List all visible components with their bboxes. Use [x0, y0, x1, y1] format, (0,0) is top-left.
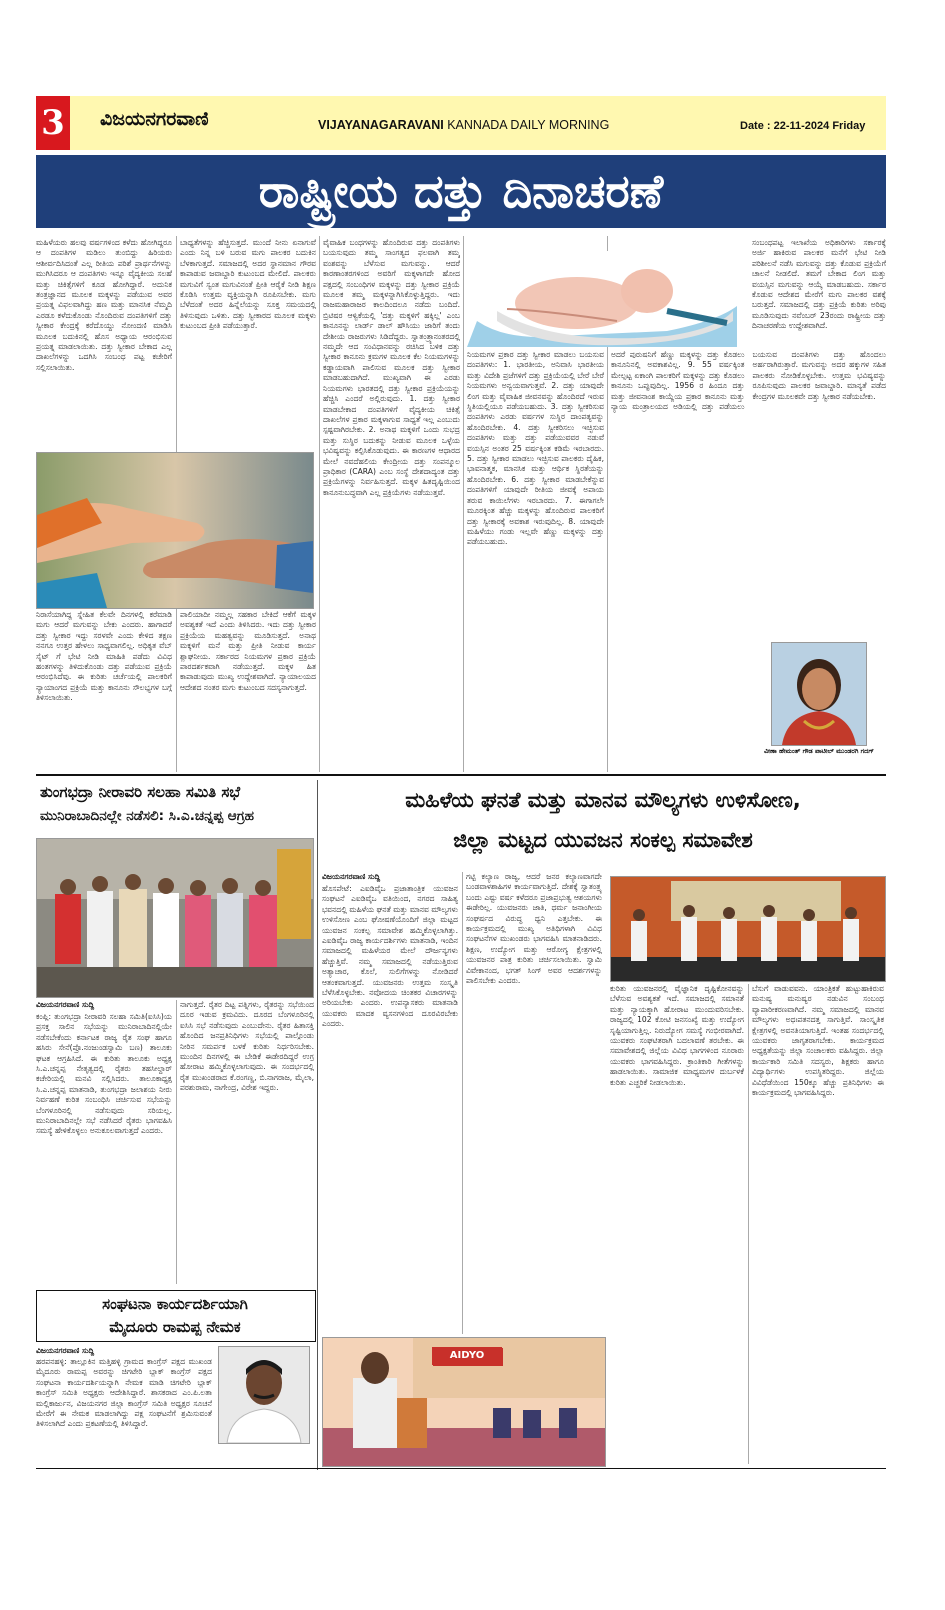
lead-column-1-top: ಮಹಿಳೆಯರು ಹಲವು ವರ್ಷಗಳಿಂದ ಕಳೆದು ಹೋಗಿದ್ದರೂ ಆ ದಂಪತಿಗಳ ಮಡಿಲು ತುಂಬಿದ್ದು ಹಿರಿಯರು ಆಶೀರ್ವದಿಸಿದಂತೆ ಎಲ್ಲ ರೀತಿಯ ಪರಿಶೆ ಪ್ರಾರ್ಥನೆಗಳನ್ನು ಮುಗಿಸಿದರೂ ಆ ದಂಪತಿಗಳು ಇನ್ನೂ ವೈದ್ಯಕೀಯ ಸಲಹೆ ಮತ್ತು ಚಿಕಿತ್ಸೆಗಳಿಗೆ ಕೂಡ ಹೋಗಿದ್ದಾರೆ. ಅದುನಿಕ ತಂತ್ರಜ್ಞಾನದ ಮೂಲಕ ಮಕ್ಕಳನ್ನು ಪಡೆಯುವ ಅವರ ಪ್ರಯತ್ನ ವಿಫಲವಾಗಿದ್ದು ಹಣ ಮತ್ತು ಮಾನಸಿಕ ನೆಮ್ಮದಿ ಎರಡೂ ಕಳೆದುಕೊಂಡು ನೊಂದಿರುವ ದಂಪತಿಗಳಿಗೆ ದತ್ತು ಸ್ವೀಕಾರ ಕೇಂದ್ರಕ್ಕೆ ಕರೆದೊಯ್ದು ನೋಂದಣಿ ಮಾಡಿಸಿ ಮೂಲಕ ಬದುಕಿನಲ್ಲಿ ಹೊಸ ಅಧ್ಯಾಯ ಆರಂಭಿಸುವ ಪ್ರಯತ್ನ ಮಾಡಲಾಯಿತು. ದತ್ತು ಸ್ವೀಕಾರ ಬೇಕಾದ ಎಲ್ಲ ದಾಖಲೆಗಳನ್ನು ಒದಗಿಸಿ ಸಂಬಂಧ ಪಟ್ಟ ಕಚೇರಿಗೆ ಸಲ್ಲಿಸಲಾಯಿತು.: [36, 238, 172, 372]
youth-stage-photo: [610, 876, 886, 982]
tb-column-1: ಕಂಪ್ಲಿ: ತುಂಗಭದ್ರಾ ನೀರಾವರಿ ಸಲಹಾ ಸಮಿತಿ(ಐಸಿಸಿ)ಯ ಪ್ರಸಕ್ತ ಸಾಲಿನ ಸಭೆಯನ್ನು ಮುನಿರಾಬಾದಿನಲ್ಲಿಯೇ ನಡೆಸಬೇಕೆಂದು ಕರ್ನಾಟಕ ರಾಜ್ಯ ರೈತ ಸಂಘ ಹಾಗೂ ಹಸಿರು ಸೇನೆ(ಪ್ರೊ.ನಂಜುಂಡಸ್ವಾಮಿ ಬಣ) ತಾಲೂಕು ಘಟಕ ಆಗ್ರಹಿಸಿದೆ. ಈ ಕುರಿತು ತಾಲೂಕು ಅಧ್ಯಕ್ಷ ಸಿ.ಎ.ಚನ್ನಪ್ಪ ನೇತೃತ್ವದಲ್ಲಿ ರೈತರು ತಹಸೀಲ್ದಾರ್ ಕಚೇರಿಯಲ್ಲಿ ಮನವಿ ಸಲ್ಲಿಸಿದರು. ತಾಲೂಕಾಧ್ಯಕ್ಷ ಸಿ.ಎ.ಚನ್ನಪ್ಪ ಮಾತನಾಡಿ, ತುಂಗಭದ್ರಾ ಜಲಾಶಯ ನೀರು ನಿರ್ವಹಣೆ ಕುರಿತ ಸಂಬಂಧಿಸಿ ಚರ್ಚಿಸುವ ಸಭೆಯನ್ನು ಬೆಂಗಳೂರಿನಲ್ಲಿ ನಡೆಸುವುದು ಸರಿಯಲ್ಲ. ಮುನಿರಾಬಾದಿನಲ್ಲೇ ಸಭೆ ನಡೆಸಿದರೆ ರೈತರು ಭಾಗವಹಿಸಿ ಸಮಸ್ಯೆ ಹೇಳಿಕೊಳ್ಳಲು ಅನುಕೂಲವಾಗುತ್ತದೆ ಎಂದರು.: [36, 1012, 172, 1136]
aidyo-banner-label: AIDYO: [432, 1347, 502, 1365]
hands-illustration: [37, 453, 313, 608]
baby-photo: [467, 251, 743, 347]
paper-name-english-bold: VIJAYANAGARAVANI: [318, 118, 444, 132]
ramappa-photo: [218, 1346, 310, 1444]
section-divider: [36, 774, 886, 776]
column-rule: [748, 984, 749, 1464]
column-rule: [462, 872, 463, 1334]
paper-name-english: [318, 118, 609, 132]
ramappa-portrait: [219, 1347, 309, 1443]
youth-column-3: ಕುರಿತು ಯುವಜನರಲ್ಲಿ ವೈಜ್ಞಾನಿಕ ದೃಷ್ಟಿಕೋನವನ್ನು ಬೆಳೆಸುವ ಅವಶ್ಯಕತೆ ಇದೆ. ಸಮಾಜದಲ್ಲಿ ಸಮಾನತೆ ಮತ್ತು ನ್ಯಾಯಕ್ಕಾಗಿ ಹೋರಾಟ ಮುಂದುವರಿಸಬೇಕು. ರಾಜ್ಯದಲ್ಲಿ 102 ಕೋಟಿ ಜನಸಂಖ್ಯೆ ಮತ್ತು ಉದ್ಯೋಗ ಸೃಷ್ಟಿಯಾಗುತ್ತಿಲ್ಲ. ನಿರುದ್ಯೋಗ ಸಮಸ್ಯೆ ಗಂಭೀರವಾಗಿದೆ. ಯುವಕರು ಸಂಘಟಿತರಾಗಿ ಬದಲಾವಣೆ ತರಬೇಕು. ಈ ಸಮಾವೇಶದಲ್ಲಿ ಜಿಲ್ಲೆಯ ವಿವಿಧ ಭಾಗಗಳಿಂದ ನೂರಾರು ಯುವಕರು ಭಾಗವಹಿಸಿದ್ದರು. ಕ್ರಾಂತಿಕಾರಿ ಗೀತೆಗಳನ್ನು ಹಾಡಲಾಯಿತು. ಸಾಮಾಜಿಕ ಮಾಧ್ಯಮಗಳ ದುರ್ಬಳಕೆ ಕುರಿತು ಎಚ್ಚರಿಕೆ ನೀಡಲಾಯಿತು.: [610, 984, 744, 1087]
lead-column-5-mid: ಅದರೆ ಪುರುಷನಿಗೆ ಹೆಣ್ಣು ಮಕ್ಕಳನ್ನು ದತ್ತು ಕೊಡಲು ಕಾನೂನಿನಲ್ಲಿ ಅವಕಾಶವಿಲ್ಲ. 9. 55 ವರ್ಷಕ್ಕಿಂತ ಮೇಲ್ಪಟ್ಟ ಏಕಾಂಗಿ ಪಾಲಕರಿಗೆ ಮಕ್ಕಳನ್ನು ದತ್ತು ಕೊಡಲು ಕಾನೂನು ಒಪ್ಪುವುದಿಲ್ಲ. 1956 ರ ಹಿಂದೂ ದತ್ತು ಮತ್ತು ಜೀವನಾಂಶ ಕಾಯ್ದೆಯ ಪ್ರಕಾರ ಕಾನೂನು ಮತ್ತು ನ್ಯಾಯ ಮಂತ್ರಾಲಯದ ಅಡಿಯಲ್ಲಿ ದತ್ತು ಪಡೆಯಲು ಬಯಸುವ ದಂಪತಿಗಳು ದತ್ತು ಹೊಂದಲು ಅರ್ಹರಾಗಿರುತ್ತಾರೆ. ಮಗುವನ್ನು ಅದರ ಹಕ್ಕುಗಳ ಸಹಿತ ಪಾಲಕರು ನೋಡಿಕೊಳ್ಳಬೇಕು. ಉತ್ತಮ ಭವಿಷ್ಯವನ್ನು ರೂಪಿಸುವುದು ಪಾಲಕರ ಜವಾಬ್ದಾರಿ. ಮಾನ್ಯತೆ ಪಡೆದ ಕೇಂದ್ರಗಳ ಮೂಲಕವೇ ದತ್ತು ಸ್ವೀಕಾರ ನಡೆಯಬೇಕು.: [611, 350, 886, 412]
tb-dateline: ವಿಜಯನಗರವಾಣಿ ಸುದ್ದಿ: [36, 1000, 95, 1009]
column-rule: [317, 780, 318, 1470]
stage-illustration: [611, 877, 885, 981]
youth-column-1: ಹೊಸಪೇಟೆ: ಎಐಡಿವೈಒ ಪ್ರಜಾತಾಂತ್ರಿಕ ಯುವಜನ ಸಂಘಟನೆ ಎಐಡಿವೈಒ ವತಿಯಿಂದ, ನಗರದ ಸಾಹಿತ್ಯ ಭವನದಲ್ಲಿ ಮಹಿಳೆಯ ಘನತೆ ಮತ್ತು ಮಾನವ ಮೌಲ್ಯಗಳು ಉಳಿಸೋಣ ಎಂಬ ಘೋಷಣೆಯೊಂದಿಗೆ ಜಿಲ್ಲಾ ಮಟ್ಟದ ಯುವಜನ ಸಂಕಲ್ಪ ಸಮಾವೇಶ ಹಮ್ಮಿಕೊಳ್ಳಲಾಗಿತ್ತು. ಎಐಡಿವೈಒ ರಾಜ್ಯ ಕಾರ್ಯದರ್ಶಿಗಳು ಮಾತನಾಡಿ, ಇಂದಿನ ಸಮಾಜದಲ್ಲಿ ಮಹಿಳೆಯರ ಮೇಲೆ ದೌರ್ಜನ್ಯಗಳು ಹೆಚ್ಚುತ್ತಿವೆ. ನಮ್ಮ ಸಮಾಜದಲ್ಲಿ ನಡೆಯುತ್ತಿರುವ ಅತ್ಯಾಚಾರ, ಕೊಲೆ, ಸುಲಿಗೆಗಳನ್ನು ನೋಡಿದರೆ ಆತಂಕವಾಗುತ್ತದೆ. ಯುವಜನರು ಉತ್ತಮ ಸಂಸ್ಕೃತಿ ಬೆಳೆಸಿಕೊಳ್ಳಬೇಕು. ನವೋದಯ ಚಿಂತಕರ ವಿಚಾರಗಳನ್ನು ಅರಿಯಬೇಕು ಎಂದರು. ಉಪನ್ಯಾಸಕರು ಮಾತನಾಡಿ ಯುವಕರು ಮಾದಕ ವ್ಯಸನಗಳಿಂದ ದೂರವಿರಬೇಕು ಎಂದರು.: [322, 884, 458, 1029]
youth-column-2: ಗಟ್ಟಿ ಕಲ್ಯಾಣ ರಾಜ್ಯ, ಆದರೆ ಜನರ ಕಲ್ಯಾಣವಾಗದೇ ಬಂಡವಾಳಶಾಹಿಗಳ ಕಾರ್ಯವಾಗುತ್ತಿದೆ. ದೇಶಕ್ಕೆ ಸ್ವಾತಂತ್ರ್ಯ ಬಂದು ಎಷ್ಟು ವರ್ಷ ಕಳೆದರೂ ಪ್ರಜಾಪ್ರಭುತ್ವ ಆಶಯಗಳು ಈಡೇರಿಲ್ಲ. ಯುವಜನರು ಜಾತಿ, ಧರ್ಮ ಜನಾಂಗೀಯ ಸಂಘರ್ಷದ ವಿರುದ್ಧ ಧ್ವನಿ ಎತ್ತಬೇಕು. ಈ ಕಾರ್ಯಕ್ರಮದಲ್ಲಿ ಮುಖ್ಯ ಅತಿಥಿಗಳಾಗಿ ವಿವಿಧ ಸಂಘಟನೆಗಳ ಮುಖಂಡರು ಭಾಗವಹಿಸಿ ಮಾತನಾಡಿದರು. ಶಿಕ್ಷಣ, ಉದ್ಯೋಗ ಮತ್ತು ಆರೋಗ್ಯ ಕ್ಷೇತ್ರಗಳಲ್ಲಿ ಯುವಜನರ ಪಾತ್ರ ಕುರಿತು ಚರ್ಚಿಸಲಾಯಿತು. ಸ್ವಾಮಿ ವಿವೇಕಾನಂದ, ಭಗತ್ ಸಿಂಗ್ ಅವರ ಆದರ್ಶಗಳನ್ನು ಪಾಲಿಸಬೇಕು ಎಂದರು.: [466, 872, 602, 986]
lead-headline: ರಾಷ್ಟ್ರೀಯ ದತ್ತು ದಿನಾಚರಣೆ: [258, 164, 664, 218]
paper-name-kannada: ವಿಜಯನಗರವಾಣಿ: [100, 108, 209, 130]
youth-headline-line-2: ಜಿಲ್ಲಾ ಮಟ್ಟದ ಯುವಜನ ಸಂಕಲ್ಪ ಸಮಾವೇಶ: [453, 828, 753, 852]
hands-photo: [36, 452, 314, 609]
author-portrait: [772, 643, 866, 745]
youth-headline-line-1: ಮಹಿಳೆಯ ಘನತೆ ಮತ್ತು ಮಾನವ ಮೌಲ್ಯಗಳು ಉಳಿಸೋಣ,: [405, 788, 801, 812]
column-rule: [319, 236, 320, 772]
org-bottom-rule: [36, 1468, 886, 1469]
org-body: ಹರಪನಹಳ್ಳಿ: ತಾಲ್ಲೂಕಿನ ಮತ್ತಿಹಳ್ಳಿ ಗ್ರಾಮದ ಕಾಂಗ್ರೆಸ್ ಪಕ್ಷದ ಮುಖಂಡ ಮೈದೂರು ರಾಮಪ್ಪ ಅವರನ್ನು ಚಿಗಟೇರಿ ಬ್ಲಾಕ್ ಕಾಂಗ್ರೆಸ್ ಪಕ್ಷದ ಸಂಘಟನಾ ಕಾರ್ಯದರ್ಶಿಯನ್ನಾಗಿ ನೇಮಕ ಮಾಡಿ ಚಿಗಟೇರಿ ಬ್ಲಾಕ್ ಕಾಂಗ್ರೆಸ್ ಸಮಿತಿ ಅಧ್ಯಕ್ಷರು ಆದೇಶಿಸಿದ್ದಾರೆ. ಶಾಸಕರಾದ ಎಂ.ಪಿ.ಲತಾ ಮಲ್ಲಿಕಾರ್ಜುನ, ವಿಜಯನಗರ ಜಿಲ್ಲಾ ಕಾಂಗ್ರೆಸ್ ಸಮಿತಿ ಅಧ್ಯಕ್ಷರ ಸೂಚನೆ ಮೇರೆಗೆ ಈ ನೇಮಕ ಮಾಡಲಾಗಿದ್ದು ಪಕ್ಷ ಸಂಘಟನೆಗೆ ಶ್ರಮಿಸುವಂತೆ ತಿಳಿಸಲಾಗಿದೆ ಎಂದು ಪ್ರಕಟಣೆಯಲ್ಲಿ ತಿಳಿಸಿದ್ದಾರೆ.: [36, 1357, 212, 1429]
org-headline-line-2: ಮೈದೂರು ರಾಮಪ್ಪ ನೇಮಕ: [109, 1318, 241, 1336]
issue-date: Date : 22-11-2024 Friday: [740, 120, 866, 132]
page-number: 3: [36, 96, 70, 150]
column-rule: [463, 236, 464, 772]
paper-name-english-rest: KANNADA DAILY MORNING: [447, 118, 610, 132]
lead-column-5-top: ಸಂಬಂಧಪಟ್ಟ ಇಲಾಖೆಯ ಅಧಿಕಾರಿಗಳು ಸರ್ಕಾರಕ್ಕೆ ಅರ್ಜಿ ಹಾಕಿರುವ ಪಾಲಕರ ಮನೆಗೆ ಭೇಟಿ ನೀಡಿ ಪರಿಶೀಲನೆ ನಡೆಸಿ ಮಗುವನ್ನು ದತ್ತು ಕೊಡುವ ಪ್ರಕ್ರಿಯೆಗೆ ಚಾಲನೆ ನೀಡಲಿದೆ. ತಮಗೆ ಬೇಕಾದ ಲಿಂಗ ಮತ್ತು ವಯಸ್ಸಿನ ಮಗುವನ್ನು ಆಯ್ಕೆ ಮಾಡಬಹುದು. ಸರ್ಕಾರ ಕೊಡುವ ಆದೇಶದ ಮೇರೆಗೆ ಮಗು ಪಾಲಕರ ವಶಕ್ಕೆ ಬರುತ್ತದೆ. ಸಮಾಜದಲ್ಲಿ ದತ್ತು ಪ್ರಕ್ರಿಯೆ ಕುರಿತು ಅರಿವು ಮೂಡಿಸುವುದು ನವೆಂಬರ್ 23ರಂದು ರಾಷ್ಟ್ರೀಯ ದತ್ತು ದಿನಾಚರಣೆಯ ಉದ್ದೇಶವಾಗಿದೆ.: [752, 238, 886, 331]
column-rule: [176, 1000, 177, 1284]
tb-headline-line-1: ತುಂಗಭದ್ರಾ ನೀರಾವರಿ ಸಲಹಾ ಸಮಿತಿ ಸಭೆ: [40, 783, 241, 801]
farmers-photo: [36, 838, 314, 998]
lead-column-2-bottom: ಪಾಲಿಯಾದೀ ನಮ್ಮಲ್ಲ ಸಹಕಾರ ಬೇಕಿದೆ ಆಕೆಗೆ ಮಕ್ಕಳ ಅವಶ್ಯಕತೆ ಇದೆ ಎಂದು ತಿಳಿಸಿದರು. ಇದು ದತ್ತು ಸ್ವೀಕಾರ ಪ್ರಕ್ರಿಯೆಯ ಮಹತ್ವವನ್ನು ಮೂಡಿಸುತ್ತದೆ. ಅನಾಥ ಮಕ್ಕಳಿಗೆ ಮನೆ ಮತ್ತು ಪ್ರೀತಿ ನೀಡುವ ಕಾರ್ಯ ಶ್ಲಾಘನೀಯ. ಸರ್ಕಾರದ ನಿಯಮಗಳ ಪ್ರಕಾರ ಪ್ರಕ್ರಿಯೆ ಪಾರದರ್ಶಕವಾಗಿ ನಡೆಯುತ್ತದೆ. ಮಕ್ಕಳ ಹಿತ ಕಾಪಾಡುವುದು ಮುಖ್ಯ ಉದ್ದೇಶವಾಗಿದೆ. ನ್ಯಾಯಾಲಯದ ಆದೇಶದ ನಂತರ ಮಗು ಕುಟುಂಬದ ಸದಸ್ಯನಾಗುತ್ತದೆ.: [180, 610, 316, 692]
farmers-group-illustration: [37, 839, 313, 997]
org-dateline: ವಿಜಯನಗರವಾಣಿ ಸುದ್ದಿ: [36, 1346, 95, 1355]
lead-column-1-bottom: ನಿರಾಸೆಯಾಗಿದ್ದ ಸ್ನೇಹಿತ ಕೆಲವೇ ದಿನಗಳಲ್ಲಿ ಕರೆಮಾಡಿ ಮಗು ಆದರೆ ಮಗುವನ್ನು ಬೇಕು ಎಂದರು. ಹಾಗಾದರೆ ದತ್ತು ಸ್ವೀಕಾರ ಇದ್ದು ಸರಳವೇ ಎಂದು ಕೇಳಿದ ತಕ್ಷಣ ನನಗೂ ಉತ್ತರ ಹೇಳಲು ಸಾಧ್ಯವಾಗಲಿಲ್ಲ. ಅಧಿಕೃತ ವೆಬ್ ಸೈಟ್ ಗೆ ಭೇಟಿ ನೀಡಿ ಮಾಹಿತಿ ಪಡೆದು ವಿವಿಧ ಹಂತಗಳನ್ನು ತಿಳಿದುಕೊಂಡು ದತ್ತು ಪಡೆಯುವ ಪ್ರಕ್ರಿಯೆ ಆರಂಭಿಸಿದೆವು. ಈ ಕುರಿತು ಚರ್ಚೆಯಲ್ಲಿ ಪಾಲಕರಿಗೆ ನ್ಯಾಯಾಂಗದ ಪ್ರಕ್ರಿಯೆ ಮತ್ತು ಕಾನೂನು ಸೌಲಭ್ಯಗಳ ಬಗ್ಗೆ ತಿಳಿಸಲಾಯಿತು.: [36, 610, 172, 703]
lead-column-2-top: ಬಾಧ್ಯತೆಗಳನ್ನು ಹೆಚ್ಚಿಸುತ್ತದೆ. ಮುಂದೆ ನೀನು ಏನಾಗುವೆ ಎಂದು ನಿನ್ನ ಬಳಿ ಬರುವ ಮಗು ಪಾಲಕರ ಬದುಕಿನ ಬೆಳಕಾಗುತ್ತದೆ. ಸಮಾಜದಲ್ಲಿ ಅದರ ಸ್ಥಾನಮಾನ ಗೌರವ ಕಾಪಾಡುವ ಜವಾಬ್ದಾರಿ ಕುಟುಂಬದ ಮೇಲಿದೆ. ಪಾಲಕರು ಮಗುವಿಗೆ ಸ್ವಂತ ಮಗುವಿನಂತೆ ಪ್ರೀತಿ ಆರೈಕೆ ನೀಡಿ ಶಿಕ್ಷಣ ಕೊಡಿಸಿ ಉತ್ತಮ ವ್ಯಕ್ತಿಯನ್ನಾಗಿ ರೂಪಿಸಬೇಕು. ಮಗು ಬೆಳೆದಂತೆ ಅದರ ಹಿನ್ನೆಲೆಯನ್ನು ಸೂಕ್ತ ಸಮಯದಲ್ಲಿ ತಿಳಿಸುವುದು ಒಳಿತು. ದತ್ತು ಸ್ವೀಕಾರದ ಮೂಲಕ ಮಕ್ಕಳು ಕುಟುಂಬದ ಪ್ರೀತಿ ಪಡೆಯುತ್ತಾರೆ.: [180, 238, 316, 331]
author-caption: ವೀಣಾ ಹೇಮಂತ್ ಗೌಡ ಪಾಟೀಲ್ ಮುಂಡರಗಿ ಗದಗ್: [764, 747, 874, 755]
youth-dateline: ವಿಜಯನಗರವಾಣಿ ಸುದ್ದಿ: [322, 872, 381, 881]
youth-column-4: ಬೆಸುಗೆ ವಾಡುವವನು. ಯಾಂತ್ರಿಕತೆ ಹುಟ್ಟುಹಾಕಿರುವ ಮನುಷ್ಯ ಮನುಷ್ಯರ ನಡುವಿನ ಸಂಬಂಧ ವ್ಯಾಪಾರೀಕರಣವಾಗಿದೆ. ನಮ್ಮ ಸಮಾಜದಲ್ಲಿ ಮಾನವ ಮೌಲ್ಯಗಳು ಅಧಃಪತನದತ್ತ ಸಾಗುತ್ತಿವೆ. ಸಾಂಸ್ಕೃತಿಕ ಕ್ಷೇತ್ರಗಳಲ್ಲಿ ಅವನತಿಯಾಗುತ್ತಿದೆ. ಇಂತಹ ಸಂದರ್ಭದಲ್ಲಿ ಯುವಕರು ಜಾಗೃತರಾಗಬೇಕು. ಕಾರ್ಯಕ್ರಮದ ಅಧ್ಯಕ್ಷತೆಯನ್ನು ಜಿಲ್ಲಾ ಸಂಚಾಲಕರು ವಹಿಸಿದ್ದರು. ಜಿಲ್ಲಾ ಕಾರ್ಯಕಾರಿ ಸಮಿತಿ ಸದಸ್ಯರು, ಶಿಕ್ಷಕರು ಹಾಗೂ ವಿದ್ಯಾರ್ಥಿಗಳು ಉಪಸ್ಥಿತರಿದ್ದರು. ಜಿಲ್ಲೆಯ ವಿವಿಧೆಡೆಯಿಂದ 150ಕ್ಕೂ ಹೆಚ್ಚು ಪ್ರತಿನಿಧಿಗಳು ಈ ಕಾರ್ಯಕ್ರಮದಲ್ಲಿ ಭಾಗವಹಿಸಿದ್ದರು.: [752, 984, 884, 1098]
lead-column-4: ನಿಯಮಗಳ ಪ್ರಕಾರ ದತ್ತು ಸ್ವೀಕಾರ ಮಾಡಲು ಬಯಸುವ ದಂಪತಿಗಳು: 1. ಭಾರತೀಯ, ಅನಿವಾಸಿ ಭಾರತೀಯ ಮತ್ತು ವಿದೇಶಿ ಪ್ರಜೆಗಳಿಗೆ ದತ್ತು ಪ್ರಕ್ರಿಯೆಯಲ್ಲಿ ಬೇರೆ ಬೇರೆ ನಿಯಮಗಳು ಅನ್ವಯವಾಗುತ್ತವೆ. 2. ದತ್ತು ಯಾವುದೇ ಲಿಂಗ ಮತ್ತು ವೈವಾಹಿಕ ಜೀವನವನ್ನು ಹೊಂದಿರದೆ ಇರುವ ಸ್ಥಿತಿಯಲ್ಲಿಯೂ ಪಡೆಯಬಹುದು. 3. ದತ್ತು ಸ್ವೀಕರಿಸುವ ದಂಪತಿಗಳು ಎರಡು ವರ್ಷಗಳ ಸುಸ್ಥಿರ ದಾಂಪತ್ಯವನ್ನು ಹೊಂದಿರಬೇಕು. 4. ದತ್ತು ಸ್ವೀಕರಿಸಲು ಇಚ್ಛಿಸುವ ದಂಪತಿಗಳು ಮತ್ತು ದತ್ತು ಪಡೆಯುವವರ ನಡುವೆ ವಯಸ್ಸಿನ ಅಂತರ 25 ವರ್ಷಕ್ಕಿಂತ ಕಡಿಮೆ ಇರಬಾರದು. 5. ದತ್ತು ಸ್ವೀಕಾರ ಮಾಡಲು ಇಚ್ಛಿಸುವ ಪಾಲಕರು ದೈಹಿಕ, ಭಾವನಾತ್ಮಕ, ಮಾನಸಿಕ ಮತ್ತು ಆರ್ಥಿಕ ಸ್ಥಿರತೆಯನ್ನು ಹೊಂದಿರಬೇಕು. 6. ದತ್ತು ಸ್ವೀಕಾರ ಮಾಡಬೇಕೆನ್ನುವ ದಂಪತಿಗಳಿಗೆ ಯಾವುದೇ ರೀತಿಯ ಜೀವಕ್ಕೆ ಅಪಾಯ ತರುವ ಕಾಯಿಲೆಗಳು ಇರಬಾರದು. 7. ಈಗಾಗಲೇ ಮೂರಕ್ಕಿಂತ ಹೆಚ್ಚು ಮಕ್ಕಳನ್ನು ಹೊಂದಿರುವ ಪಾಲಕರಿಗೆ ದತ್ತು ಸ್ವೀಕಾರಕ್ಕೆ ಅವಕಾಶ ಇರುವುದಿಲ್ಲ. 8. ಯಾವುದೇ ಮಹಿಳೆಯು ಗಂಡು ಇಲ್ಲವೇ ಹೆಣ್ಣು ಮಕ್ಕಳನ್ನು ದತ್ತು ಪಡೆಯಬಹುದು.: [467, 350, 604, 547]
tb-headline-line-2: ಮುನಿರಾಬಾದಿನಲ್ಲೇ ನಡೆಸಲಿ: ಸಿ.ಎ.ಚನ್ನಪ್ಪ ಆಗ್ರಹ: [40, 808, 254, 824]
lead-column-3: ವೈವಾಹಿಕ ಬಂಧಗಳನ್ನು ಹೊಂದಿರುವ ದತ್ತು ದಂಪತಿಗಳು ಬಯಸುವುದು ತಮ್ಮ ಸಾಂಗತ್ಯದ ಫಲವಾಗಿ ತಮ್ಮ ವಂಶವನ್ನು ಬೆಳೆಸುವ ಮಗುವನ್ನು. ಆದರೆ ಕಾರಣಾಂತರಗಳಿಂದ ಅವರಿಗೆ ಮಕ್ಕಳಾಗದೇ ಹೋದ ಪಕ್ಷದಲ್ಲಿ ಸಂಬಂಧಿಗಳ ಮಕ್ಕಳನ್ನು ದತ್ತು ಸ್ವೀಕಾರ ಪ್ರಕ್ರಿಯೆ ಮೂಲಕ ತಮ್ಮ ಮಕ್ಕಳನ್ನಾಗಿಸಿಕೊಳ್ಳುತ್ತಿದ್ದರು. ಇದು ರಾಜಮಹಾರಾಜರ ಕಾಲದಿಂದಲೂ ನಡೆದು ಬಂದಿದೆ. ಬ್ರಿಟಿಷರ ಆಳ್ವಿಕೆಯಲ್ಲಿ 'ದತ್ತು ಮಕ್ಕಳಿಗೆ ಹಕ್ಕಿಲ್ಲ' ಎಂಬ ಕಾನೂನನ್ನು ಲಾರ್ಡ್ ಡಾಲ್ ಹೌಸಿಯು ಜಾರಿಗೆ ತಂದು ದೇಶೀಯ ರಾಜರುಗಳು ಸಿಡಿದೆದ್ದರು. ಸ್ವಾತಂತ್ರ್ಯಾನಂತರದಲ್ಲಿ ನಮ್ಮದೇ ಆದ ಸಂವಿಧಾನವನ್ನು ರಚಿಸಿದ ಬಳಿಕ ದತ್ತು ಸ್ವೀಕಾರ ಕಾನೂನು ಕ್ರಮಗಳ ಮೂಲಕ ಕೆಲ ನಿಯಮಗಳನ್ನು ಕಡ್ಡಾಯವಾಗಿ ಪಾಲಿಸುವ ಮೂಲಕ ದತ್ತು ಸ್ವೀಕಾರ ಮಾಡಬಹುದಾಗಿದೆ. ಮುಖ್ಯವಾಗಿ ಈ ಎರಡು ನಿಯಮಗಳು ಭಾರತದಲ್ಲಿ ದತ್ತು ಸ್ವೀಕಾರ ಪ್ರಕ್ರಿಯೆಯನ್ನು ಹೆಚ್ಚಿಸಿ ಎಂದರೆ ಅಲ್ಲಿರುವುದು. 1. ದತ್ತು ಸ್ವೀಕಾರ ಮಾಡಬೇಕಾದ ದಂಪತಿಗಳಿಗೆ ವೈದ್ಯಕೀಯ ಚಿಕಿತ್ಸೆ ದಾಖಲೆಗಳ ಪ್ರಕಾರ ಮಕ್ಕಳಾಗುವ ಸಾಧ್ಯತೆ ಇಲ್ಲ ಎಂಬುದು ಸ್ಪಷ್ಟವಾಗಿರಬೇಕು. 2. ಅನಾಥ ಮಕ್ಕಳಿಗೆ ಒಂದು ಸುಭದ್ರ ಮತ್ತು ಸುಸ್ಥಿರ ಬದುಕನ್ನು ನೀಡುವ ಮೂಲಕ ಒಳ್ಳೆಯ ಭವಿಷ್ಯವನ್ನು ಕಲ್ಪಿಸಿಕೊಡುವುದು. ಈ ಕಾರಣಗಳ ಆಧಾರದ ಮೇಲೆ ನವದೆಹಲಿಯ ಕೇಂದ್ರೀಯ ದತ್ತು ಸಂಪನ್ಮೂಲ ಪ್ರಾಧಿಕಾರ (CARA) ಎಂಬ ಸಂಸ್ಥೆ ದೇಶದಾದ್ಯಂತ ದತ್ತು ಪ್ರಕ್ರಿಯೆಗಳನ್ನು ನಿರ್ವಹಿಸುತ್ತದೆ. ಮಕ್ಕಳ ಹಿತದೃಷ್ಟಿಯಿಂದ ಕಾನೂನುಬದ್ಧವಾಗಿ ಎಲ್ಲ ಪ್ರಕ್ರಿಯೆಗಳು ನಡೆಯುತ್ತವೆ.: [323, 238, 460, 497]
baby-illustration: [467, 251, 743, 347]
tb-column-2: ನಾಗುತ್ತದೆ. ರೈತರ ದಿಟ್ಟ ಪತ್ನಿಗಳು, ರೈತರನ್ನು ಸಭೆಯಿಂದ ದೂರ ಇಡುವ ಕ್ರಮವಿದು. ದೂರದ ಬೆಂಗಳೂರಿನಲ್ಲಿ ಐಸಿಸಿ ಸಭೆ ನಡೆಸುವುದು ಎಂಬುದೇನು. ರೈತರ ಹಿತಾಸಕ್ತಿ ಹೊಂದಿದ ಜನಪ್ರತಿನಿಧಿಗಳು ಸಭೆಯಲ್ಲಿ ಪಾಲ್ಗೊಂಡು ನೀರಿನ ಸಮರ್ಪಕ ಬಳಕೆ ಕುರಿತು ನಿರ್ಧರಿಸಬೇಕು. ಮುಂದಿನ ದಿನಗಳಲ್ಲಿ ಈ ಬೇಡಿಕೆ ಈಡೇರದಿದ್ದರೆ ಉಗ್ರ ಹೋರಾಟ ಹಮ್ಮಿಕೊಳ್ಳಲಾಗುವುದು. ಈ ಸಂದರ್ಭದಲ್ಲಿ ರೈತ ಮುಖಂಡರಾದ ಕೆ.ರಂಗಣ್ಣ, ಬಿ.ನಾಗರಾಜ, ಮೈಲಾ, ಪರಶುರಾಮ, ನಾಗೇಂದ್ರ, ವಿರೇಶ ಇದ್ದರು.: [180, 1000, 314, 1093]
author-photo: [771, 642, 867, 746]
org-headline-line-1: ಸಂಘಟನಾ ಕಾರ್ಯದರ್ಶಿಯಾಗಿ: [102, 1295, 248, 1313]
